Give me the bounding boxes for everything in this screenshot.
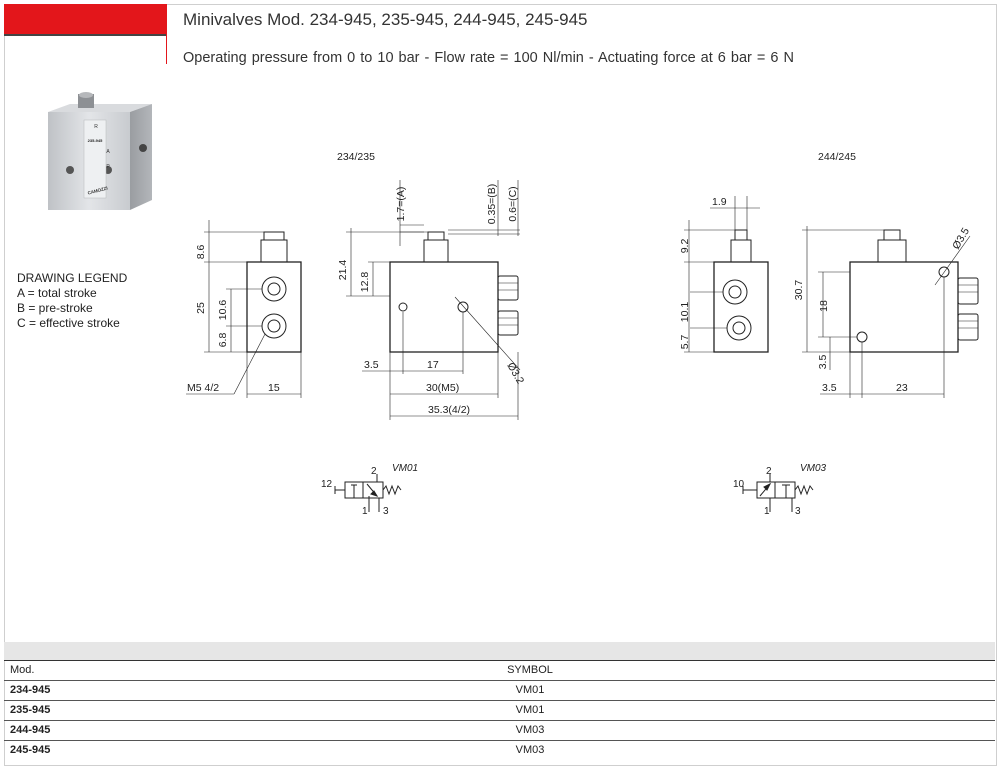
symbol-vm01 <box>335 474 401 512</box>
dim-5-7: 5.7 <box>679 334 691 350</box>
dim-3-5: 3.5 <box>364 359 379 371</box>
table-header-band <box>4 642 995 660</box>
dim-35-3: 35.3(4/2) <box>428 404 471 416</box>
cell-mod: 244-945 <box>10 724 51 736</box>
dim-10-1: 10.1 <box>679 301 691 323</box>
header-symbol: SYMBOL <box>507 664 553 676</box>
photo-label-p: P <box>106 164 110 170</box>
table-row <box>4 680 995 700</box>
dim-25: 25 <box>195 302 207 314</box>
dim-3-5-h: 3.5 <box>822 382 837 394</box>
dim-23: 23 <box>896 382 908 394</box>
photo-brand: CAMOZZI <box>87 185 109 196</box>
dim-8-6: 8.6 <box>195 244 207 260</box>
dim-1-7-a: 1.7=(A) <box>395 186 407 222</box>
vm01-port-1: 1 <box>362 506 368 517</box>
page-title: Minivalves Mod. 234-945, 235-945, 244-945, 245-945 <box>183 10 588 29</box>
dim-30-m5: 30(M5) <box>426 382 460 394</box>
cell-mod: 234-945 <box>10 684 51 696</box>
photo-label-a: A <box>106 149 110 155</box>
dim-m5: M5 4/2 <box>187 382 220 394</box>
vm01-port-12: 12 <box>321 479 333 490</box>
caption-244-245: 244/245 <box>818 151 856 163</box>
symbol-table <box>4 642 995 760</box>
vm03-port-3: 3 <box>795 506 801 517</box>
cell-symbol: VM03 <box>515 724 545 736</box>
table-row <box>4 720 995 740</box>
vm01-port-3: 3 <box>383 506 389 517</box>
cell-mod: 235-945 <box>10 704 51 716</box>
dim-10-6: 10.6 <box>217 299 229 321</box>
dim-0-6-c: 0.6=(C) <box>507 186 519 222</box>
dim-21-4: 21.4 <box>337 259 349 281</box>
vm03-port-2: 2 <box>766 466 772 477</box>
vm03-label: VM03 <box>800 463 827 474</box>
photo-label-model: 235-945 <box>87 138 103 143</box>
table-header-row <box>4 660 995 680</box>
cell-symbol: VM01 <box>515 704 545 716</box>
dim-30-7: 30.7 <box>793 279 805 301</box>
page-subtitle: Operating pressure from 0 to 10 bar - Flow rate = 100 Nl/min - Actuating force at 6 bar = 6 N <box>183 50 794 66</box>
cell-symbol: VM03 <box>515 744 545 756</box>
table-row <box>4 700 995 720</box>
vm01-label: VM01 <box>392 463 419 474</box>
vm03-port-10: 10 <box>733 479 745 490</box>
dim-dia-3-5: Ø3.5 <box>950 225 972 252</box>
legend-title: DRAWING LEGEND <box>17 271 128 285</box>
table-row <box>4 740 995 760</box>
dim-17: 17 <box>427 359 439 371</box>
dim-1-9: 1.9 <box>712 196 727 208</box>
dim-15: 15 <box>268 382 280 394</box>
caption-234-235: 234/235 <box>337 151 375 163</box>
legend-item: B = pre-stroke <box>17 301 93 315</box>
dim-18: 18 <box>818 300 830 312</box>
dim-0-35-b: 0.35=(B) <box>486 183 498 225</box>
view-244-side <box>684 196 768 352</box>
dim-6-8: 6.8 <box>217 332 229 348</box>
dim-dia-3-2: Ø3.2 <box>504 360 527 387</box>
cell-symbol: VM01 <box>515 684 545 696</box>
dim-9-2: 9.2 <box>679 238 691 254</box>
dim-12-8: 12.8 <box>359 271 371 293</box>
legend-item: A = total stroke <box>17 286 97 300</box>
header-mod: Mod. <box>10 664 35 676</box>
dim-3-5-v: 3.5 <box>817 354 829 370</box>
vm01-port-2: 2 <box>371 466 377 477</box>
legend-item: C = effective stroke <box>17 316 120 330</box>
symbol-vm03 <box>743 474 813 512</box>
photo-label-r: R <box>94 124 98 130</box>
cell-mod: 245-945 <box>10 744 51 756</box>
vm03-port-1: 1 <box>764 506 770 517</box>
